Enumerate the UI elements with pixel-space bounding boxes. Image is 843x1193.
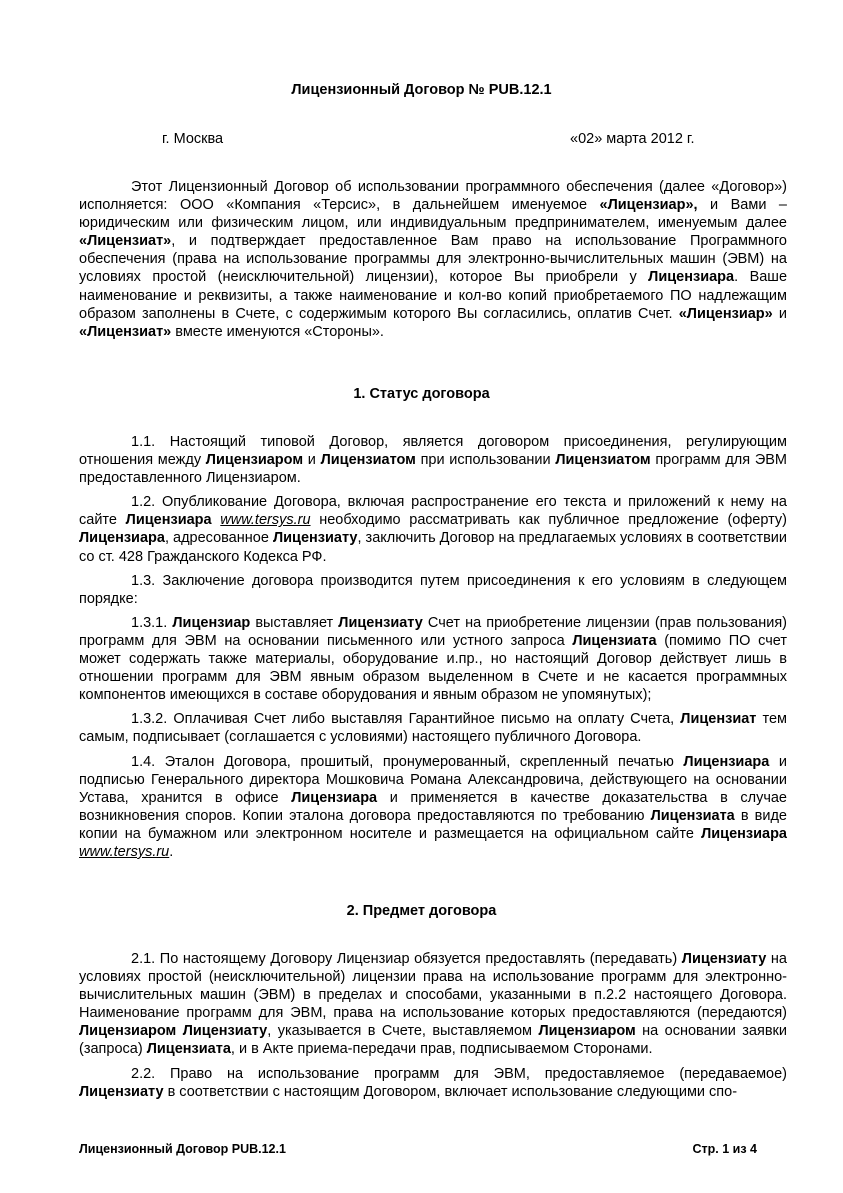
bold-term: Лицензиата (650, 807, 735, 824)
text-run: необходимо рассматривать как публичное предложение (оферту) (310, 512, 787, 529)
intro-section (79, 178, 787, 347)
bold-term: Лицензиар (172, 614, 251, 631)
clause-paragraph (79, 572, 787, 608)
text-run: 1.3. Заключение договора производится путем присоединения к его условиям в следующем порядке: (79, 572, 787, 607)
text-run: программ для ЭВМ предоставленного Лицензиаром. (79, 452, 787, 487)
text-run: тем самым, подписывает (соглашается с условиями) настоящего публичного Договора. (79, 711, 787, 746)
section-1-body (79, 433, 787, 867)
clause-paragraph (79, 614, 787, 704)
text-run: , и подтверждает предоставленное Вам право на использование Программного обеспечения (права на использование программы для электронно-вычислительных машин (ЭВМ) на условиях простой (неисключительной) лицензии), которое Вы приобрели у (79, 233, 787, 286)
text-run: 2.2. Право на использование программ для ЭВМ, предоставляемое (передаваемое) (131, 1065, 787, 1082)
section-1-heading: 1. Статус договора (353, 386, 490, 402)
text-run: 2.1. По настоящему Договору Лицензиар обязуется предоставлять (передавать) (131, 951, 682, 967)
text-run: . Ваше наименование и реквизиты, а также наименование и кол-во копий приобретаемого ПО надлежащим образом заполнены в Счете, с содержимым которого Вы согласились, оплатив Счет. (79, 269, 788, 322)
bold-term: Лицензиара (701, 825, 787, 842)
bold-term: Лицензиара (648, 269, 735, 286)
bold-term: Лицензиату (79, 1083, 164, 1100)
text-run: на основании заявки (запроса) (79, 1023, 787, 1058)
text-run: и подписью Генерального директора Мошковича Романа Александровича, действующего на основании Устава, хранится в офисе (79, 753, 787, 806)
text-run: (помимо ПО счет может содержать также материалы, оборудование и.пр., но настоящий Договор действует лишь в отношении программ для ЭВМ явным образом выделенном в Счете и не касается программных компонентов имеющихся в составе оборудования и явным образом не упомянутых); (79, 632, 787, 704)
bold-term: «Лицензиат» (79, 323, 172, 340)
footer-doc-name: Лицензионный Договор PUB.12.1 (79, 1142, 286, 1156)
text-run: 1.4. Эталон Договора, прошитый, пронумерованный, скрепленный печатью (131, 753, 684, 770)
text-run: 1.1. Настоящий типовой Договор, является договором присоединения, регулирующим отношения между (79, 434, 787, 469)
section-2-heading: 2. Предмет договора (346, 903, 497, 919)
text-run: в соответствии с настоящим Договором, включает использование следующими спо- (163, 1083, 738, 1100)
bold-term: Лицензиара (683, 753, 770, 770)
text-run: , указывается в Счете, выставляемом (267, 1023, 539, 1040)
bold-term: Лицензиат (680, 711, 757, 728)
section-2-body (79, 950, 787, 1107)
bold-term: Лицензиаром (205, 452, 304, 469)
text-run: Счет на приобретение лицензии (прав пользования) программ для ЭВМ на основании письменного или устного запроса (79, 614, 787, 649)
text-run: , заключить Договор на предлагаемых условиях в соответствии со ст. 428 Гражданского Кодекса РФ. (79, 530, 787, 565)
bold-term: Лицензиатом (555, 452, 651, 469)
bold-term: Лицензиата (572, 632, 657, 649)
text-run: 1.3.2. Оплачивая Счет либо выставляя Гарантийное письмо на оплату Счета, (131, 711, 681, 728)
text-run (212, 512, 221, 528)
bold-term: «Лицензиар» (678, 305, 773, 322)
bold-term: Лицензиата (146, 1041, 231, 1058)
bold-term: Лицензиара (125, 512, 212, 529)
text-run: , адресованное (164, 530, 273, 547)
text-run: и (772, 305, 787, 322)
text-run: 1.3.1. (131, 614, 173, 631)
text-run: 1.2. Опубликование Договора, включая распространение его текста и приложений к нему на сайте (79, 494, 787, 529)
text-run: вместе именуются «Стороны». (171, 323, 384, 340)
bold-term: Лицензиатом (320, 452, 416, 469)
website-link[interactable]: www.tersys.ru (220, 512, 311, 529)
text-run: . (169, 843, 174, 860)
text-run: в виде копии на бумажном или электронном носителе и размещается на официальном сайте (79, 807, 787, 842)
bold-term: Лицензиара (291, 789, 378, 806)
bold-term: Лицензиаром Лицензиату (79, 1023, 268, 1040)
text-run: , и в Акте приема-передачи прав, подписываемом Сторонами. (230, 1041, 653, 1058)
text-run: и (303, 452, 321, 469)
intro-paragraph (79, 178, 787, 341)
bold-term: Лицензиаром (538, 1023, 636, 1040)
bold-term: Лицензиара (79, 530, 165, 547)
clause-paragraph (79, 710, 787, 746)
text-run: и Вами – юридическим или физическим лицом, или индивидуальным предпринимателем, именуемым далее (79, 197, 787, 232)
document-title: Лицензионный Договор № PUB.12.1 (291, 82, 552, 98)
bold-term: Лицензиату (338, 614, 423, 631)
footer-page-number: Стр. 1 из 4 (692, 1142, 757, 1156)
text-run: Этот Лицензионный Договор об использовании программного обеспечения (далее «Договор») исполняется: ООО «Компания «Терсис», в дальнейшем именуемое (79, 179, 787, 214)
clause-paragraph (79, 950, 787, 1059)
text-run: и применяется в качестве доказательства в случае возникновения споров. Копии эталона договора предоставляются по требованию (79, 789, 787, 824)
bold-term: «Лицензиат» (79, 233, 172, 250)
bold-term: Лицензиату (272, 530, 358, 547)
text-run: при использовании (415, 452, 556, 469)
city: г. Москва (162, 131, 224, 147)
clause-paragraph (79, 1065, 787, 1101)
bold-term: «Лицензиар», (599, 197, 698, 214)
website-link[interactable]: www.tersys.ru (79, 843, 170, 860)
clause-paragraph (79, 493, 787, 565)
contract-date: «02» марта 2012 г. (570, 131, 695, 147)
clause-paragraph (79, 433, 787, 487)
clause-paragraph (79, 753, 787, 862)
bold-term: Лицензиату (681, 951, 767, 967)
text-run: выставляет (250, 614, 339, 631)
text-run: на условиях простой (неисключительной) лицензии права на использование программ для электронно-вычислительных машин (ЭВМ) в пределах и способами, указанными в п.2.2 настоящего Договора. Наименование программ для ЭВМ, права на использование которых предоставляются (передаются) (79, 951, 787, 1022)
